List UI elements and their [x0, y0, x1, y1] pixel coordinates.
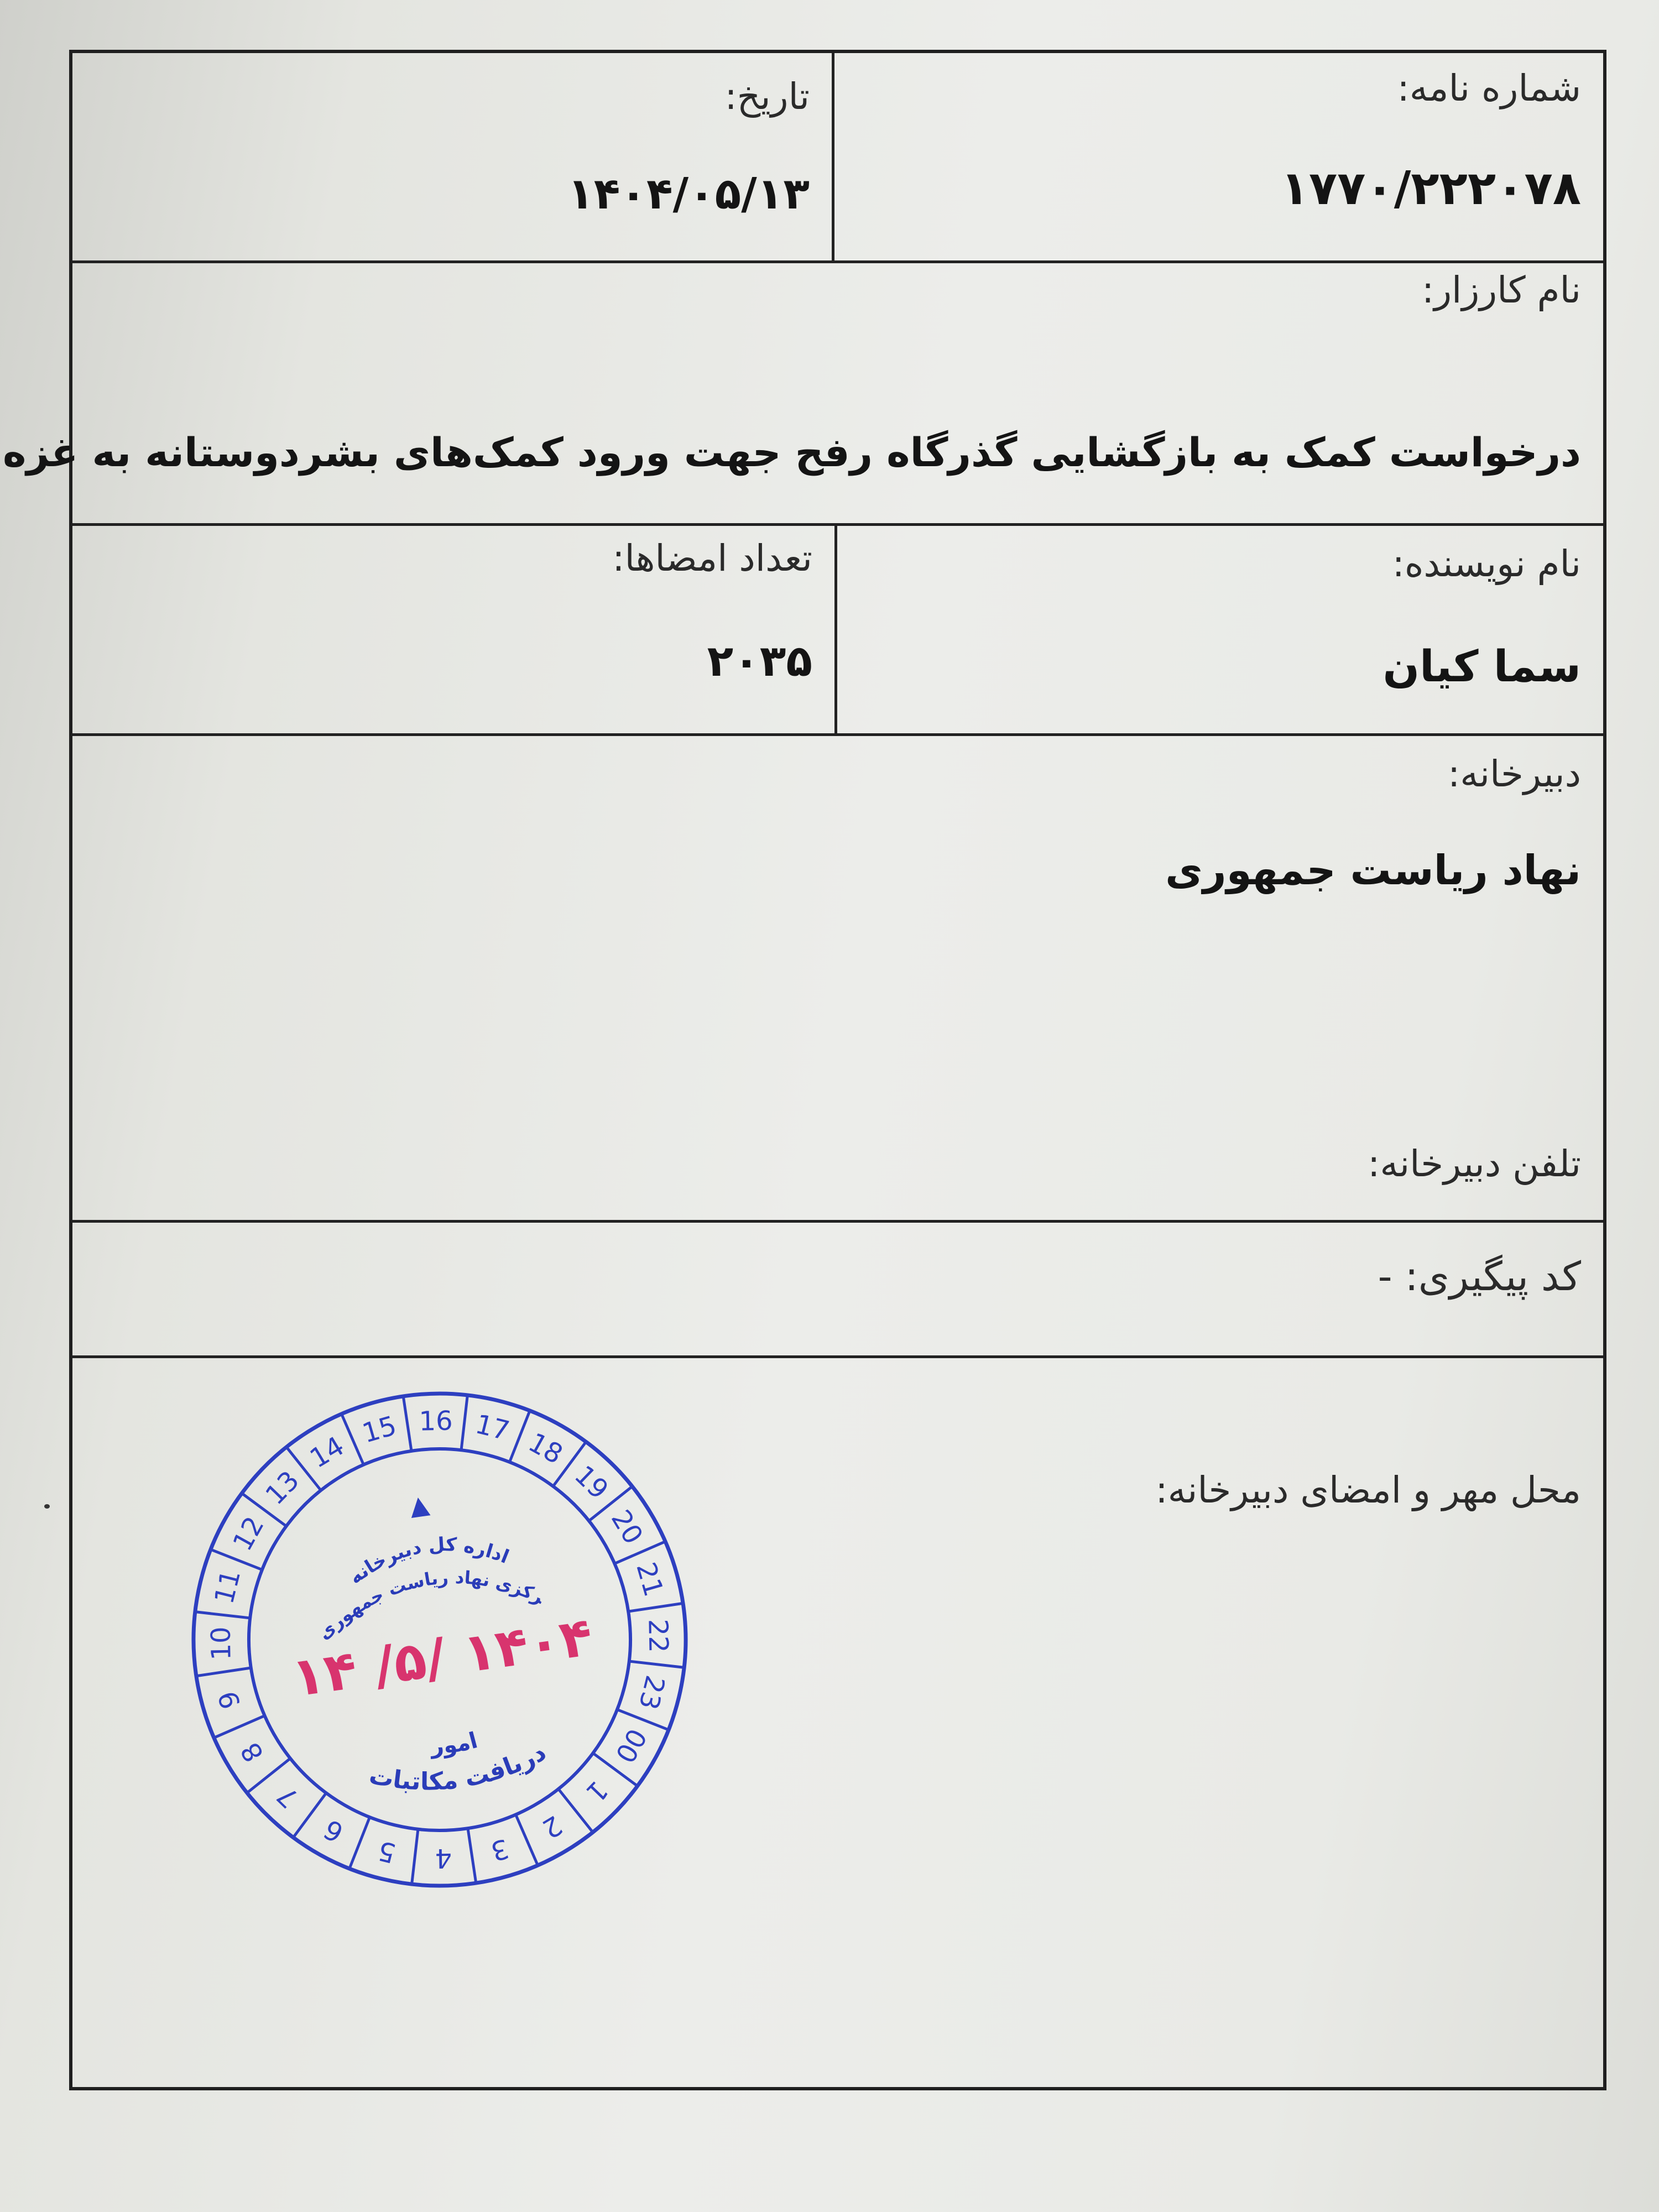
stamp-bottom-text-1: امور — [431, 1728, 481, 1760]
column-divider — [832, 53, 834, 260]
secretariat-value: نهاد ریاست جمهوری — [1165, 847, 1581, 894]
stamp-ring-divider — [212, 1716, 267, 1738]
stamp-ring-number: 17 — [472, 1408, 513, 1447]
cell-author — [837, 526, 1603, 733]
campaign-value: درخواست کمک به بازگشایی گذرگاه رفح جهت ورود کمک‌های بشردوستانه به غزه — [2, 429, 1581, 476]
stamp-ring-number: 2 — [536, 1809, 567, 1845]
stamp-top-text-2: مرکزی نهاد ریاست جمهوری — [314, 1567, 547, 1644]
column-divider — [834, 526, 837, 733]
stamp-ring-number: 6 — [319, 1813, 349, 1849]
stamp-ring-number: 20 — [604, 1504, 649, 1550]
secretariat-phone-label: تلفن دبیرخانه: — [1368, 1142, 1581, 1185]
signatures-label: تعداد امضاها: — [612, 537, 812, 580]
stamp-ring-divider — [404, 1829, 425, 1884]
campaign-label: نام کارزار: — [1421, 269, 1581, 311]
stamp-ring-divider — [195, 1604, 250, 1625]
stamp-ring-number: 3 — [487, 1832, 513, 1867]
author-value: سما کیان — [1383, 642, 1581, 692]
paper-speck — [44, 1504, 50, 1509]
stamp-ring-number: 12 — [227, 1511, 270, 1556]
stamp-ring-number: 16 — [419, 1405, 453, 1437]
letter-number-value: ۱۷۷۰/۲۲۲۰۷۸ — [1280, 161, 1581, 215]
stamp-ring-number: 22 — [642, 1619, 674, 1653]
cell-letter-number — [834, 53, 1603, 260]
author-label: نام نویسنده: — [1392, 542, 1581, 585]
stamp-ring-divider — [343, 1817, 377, 1869]
row-letter-info — [72, 53, 1603, 263]
stamp-ring-number: 23 — [632, 1672, 671, 1713]
stamp-ring-number: 18 — [523, 1427, 568, 1470]
row-author — [72, 526, 1603, 736]
cell-signatures — [72, 526, 834, 733]
date-label: تاریخ: — [724, 75, 810, 118]
stamp-bottom-text-2: دریافت مکاتبات — [367, 1738, 551, 1796]
stamp-ring-divider — [628, 1603, 683, 1611]
signatures-value: ۲۰۳۵ — [707, 637, 812, 686]
stamp-ring-divider — [468, 1828, 476, 1883]
stamp-ring-divider — [516, 1813, 538, 1867]
letter-number-label: شماره نامه: — [1397, 67, 1581, 109]
stamp-ring-divider — [196, 1668, 251, 1676]
stamp-ring-number: 10 — [205, 1626, 237, 1661]
stamp-ring-number: 11 — [208, 1567, 247, 1607]
stamp-ring-number: 13 — [259, 1465, 306, 1511]
cell-date — [72, 53, 832, 260]
stamp-ring-number: 00 — [609, 1723, 653, 1768]
stamp-ring-number: 7 — [271, 1780, 305, 1814]
seal-place-label: محل مهر و امضای دبیرخانه: — [1155, 1469, 1581, 1511]
stamp-emblem-icon — [409, 1496, 431, 1518]
stamp-date: ۱۴۰۴ /۵/ ۱۴ — [288, 1605, 597, 1709]
row-secretariat — [72, 736, 1603, 1223]
stamp-ring-number: 19 — [568, 1459, 614, 1506]
date-value: ۱۴۰۴/۰۵/۱۳ — [567, 169, 810, 219]
stamp-ring-number: 5 — [374, 1834, 399, 1869]
row-tracking — [72, 1223, 1603, 1358]
secretariat-stamp — [182, 1383, 697, 1897]
stamp-ring-number: 15 — [359, 1410, 400, 1449]
stamp-ring-number: 9 — [212, 1687, 247, 1713]
stamp-ring-divider — [403, 1396, 411, 1451]
row-campaign — [2, 263, 1603, 526]
stamp-top-text-1: اداره کل دبیرخانه — [345, 1533, 512, 1589]
stamp-ring-divider — [454, 1395, 475, 1450]
stamp-ring-number: 1 — [580, 1774, 614, 1808]
secretariat-label: دبیرخانه: — [1448, 753, 1581, 795]
stamp-ring-divider — [629, 1654, 684, 1675]
stamp-ring-number: 21 — [630, 1559, 670, 1600]
stamp-ring-number: 14 — [304, 1430, 350, 1475]
stamp-ring-number: 8 — [234, 1736, 270, 1767]
tracking-code-label: کد پیگیری: - — [1378, 1253, 1581, 1300]
stamp-ring-number: 4 — [435, 1842, 452, 1874]
